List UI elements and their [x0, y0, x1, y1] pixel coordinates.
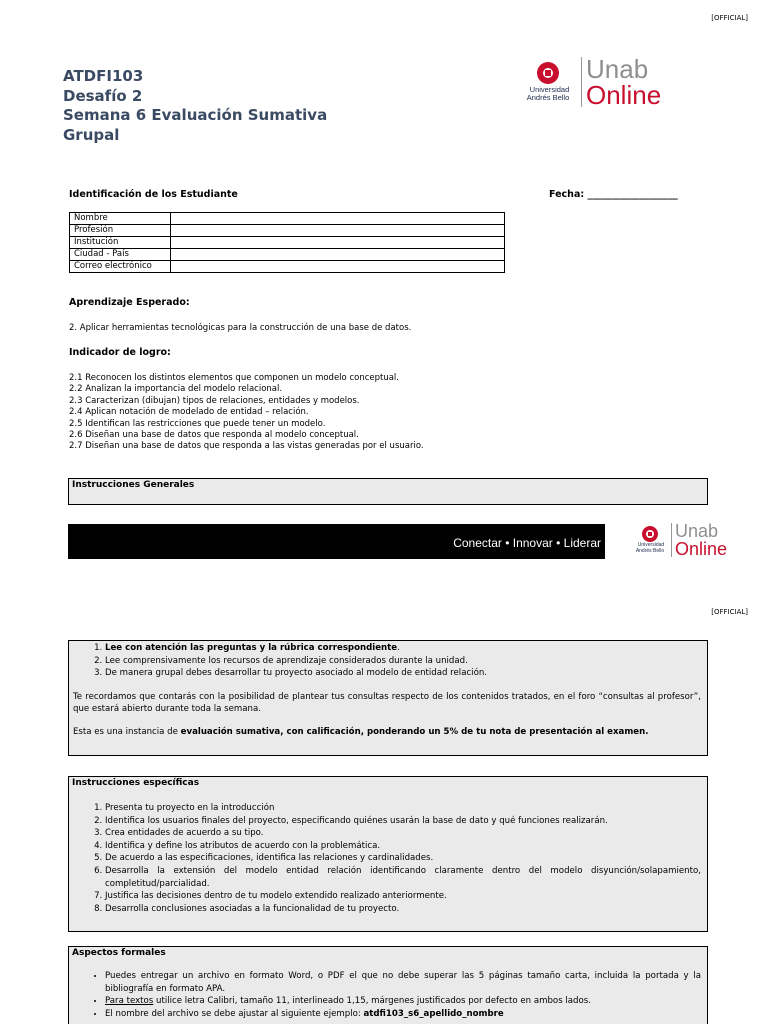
specific-instructions-list	[69, 802, 701, 915]
indicator-item: 2.1 Reconocen los distintos elementos que componen un modelo conceptual.	[69, 373, 399, 383]
row-label: Institución	[70, 237, 171, 249]
row-value-field[interactable]	[171, 237, 505, 249]
table-row	[70, 249, 505, 261]
brand-online: Online	[675, 539, 728, 559]
list-item: 8. Desarrolla conclusiones asociadas a la funcionalidad de tu proyecto.	[105, 903, 701, 916]
brand-online: Online	[586, 80, 662, 110]
list-item: 7. Justifica las decisiones dentro de tu modelo extendido realizado anteriormente.	[105, 890, 701, 903]
official-label: [OFFICIAL]	[711, 608, 748, 616]
indicator-item: 2.4 Aplican notación de modelado de entidad – relación.	[69, 407, 309, 418]
date-label: Fecha: ___________________	[549, 189, 678, 200]
row-value-field[interactable]	[171, 261, 505, 273]
learning-title: Aprendizaje Esperado:	[69, 297, 190, 308]
week-label: Semana 6 Evaluación Sumativa	[63, 106, 328, 124]
list-item: • Puedes entregar un archivo en formato Word, o PDF el que no debe superar las 5 páginas tamaño carta, incluida la portada y la bibliografía en formato APA.	[105, 970, 701, 995]
list-item: 2. Lee comprensivamente los recursos de aprendizaje considerados durante la unidad.	[105, 655, 701, 668]
indicator-item: 2.2 Analizan la importancia del modelo relacional.	[69, 384, 283, 395]
list-item: 4. Identifica y define los atributos de acuerdo con la problemática.	[105, 840, 701, 853]
university-name-line2: Andrés Bello	[526, 93, 570, 102]
official-label: [OFFICIAL]	[711, 14, 748, 22]
row-label: Profesión	[70, 225, 171, 237]
challenge-label: Desafío 2	[63, 86, 143, 105]
type-label: Grupal	[63, 125, 120, 144]
list-item: • Para textos utilice letra Calibri, tamaño 11, interlineado 1,15, márgenes justificados por defecto en ambos lados.	[105, 995, 701, 1008]
university-seal-icon	[642, 526, 658, 542]
indicator-item: 2.3 Caracterizan (dibujan) tipos de relaciones, entidades y modelos.	[69, 395, 360, 406]
indicator-item: 2.5 Identifican las restricciones que puede tener un modelo.	[69, 418, 326, 429]
list-item: 3. Crea entidades de acuerdo a su tipo.	[105, 827, 701, 840]
list-item: • El nombre del archivo se debe ajustar al siguiente ejemplo: atdfi103_s6_apellido_nombre	[105, 1008, 701, 1021]
table-row	[70, 213, 505, 225]
university-name-line2: Andrés Bello	[635, 547, 665, 554]
indicator-item: 2.6 Diseñan una base de datos que responda al modelo conceptual.	[69, 430, 359, 441]
brand-unab: Unab	[586, 54, 649, 84]
formal-aspects-title: Aspectos formales	[72, 948, 166, 958]
document-title	[63, 67, 327, 145]
identification-title: Identificación de los Estudiante	[69, 189, 238, 200]
specific-instructions-box	[68, 776, 708, 932]
identification-table	[69, 212, 505, 273]
footer-banner	[68, 524, 605, 559]
university-name-line1: Universidad	[637, 542, 665, 549]
evaluation-paragraph: Esta es una instancia de evaluación sumativa, con calificación, ponderando un 5% de tu nota de presentación al examen.	[73, 727, 649, 738]
table-row	[70, 237, 505, 249]
brand-unab: Unab	[675, 521, 719, 541]
row-value-field[interactable]	[171, 225, 505, 237]
row-label: Ciudad - País	[70, 249, 171, 261]
general-instructions-title: Instrucciones Generales	[72, 480, 195, 490]
table-row	[70, 225, 505, 237]
learning-text: 2. Aplicar herramientas tecnológicas para la construcción de una base de datos.	[69, 323, 412, 333]
specific-instructions-title: Instrucciones específicas	[72, 778, 200, 788]
general-instructions-list	[73, 642, 701, 680]
general-instructions-box	[68, 640, 708, 756]
row-value-field[interactable]	[171, 249, 505, 261]
unab-online-logo	[519, 56, 661, 108]
list-item: 1. Lee con atención las preguntas y la rúbrica correspondiente.	[105, 642, 701, 655]
general-instructions-header-box	[68, 478, 708, 505]
forum-paragraph: Te recordamos que contarás con la posibilidad de plantear tus consultas respecto de los contenidos tratados, en el foro “consultas al profesor”, que estará abierto durante toda la semana.	[73, 691, 701, 714]
indicator-item: 2.7 Diseñan una base de datos que responda a las vistas generadas por el usuario.	[69, 441, 424, 452]
university-name-line1: Universidad	[529, 85, 570, 95]
course-code: ATDFI103	[63, 67, 144, 85]
row-label: Nombre	[70, 213, 171, 225]
footer-slogan: Conectar • Innovar • Liderar	[453, 536, 601, 550]
list-item: 5. De acuerdo a las especificaciones, identifica las relaciones y cardinalidades.	[105, 852, 701, 865]
indicators-list	[69, 373, 424, 453]
list-item: 1. Presenta tu proyecto en la introducción	[105, 802, 701, 815]
formal-aspects-list	[69, 970, 701, 1020]
indicators-title: Indicador de logro:	[69, 347, 171, 358]
list-item: 2. Identifica los usuarios finales del proyecto, especificando quiénes usarán la base de dato y qué funciones realizarán.	[105, 815, 701, 828]
list-item: 6. Desarrolla la extensión del modelo entidad relación identificando claramente dentro del modelo disyunción/solapamiento, completitud/parcialidad.	[105, 865, 701, 890]
formal-aspects-box	[68, 946, 708, 1024]
row-value-field[interactable]	[171, 213, 505, 225]
row-label: Correo electrónico	[70, 261, 171, 273]
table-row	[70, 261, 505, 273]
footer-logo	[632, 522, 727, 558]
university-seal-icon	[537, 62, 559, 84]
list-item: 3. De manera grupal debes desarrollar tu proyecto asociado al modelo de entidad relación.	[105, 667, 701, 680]
